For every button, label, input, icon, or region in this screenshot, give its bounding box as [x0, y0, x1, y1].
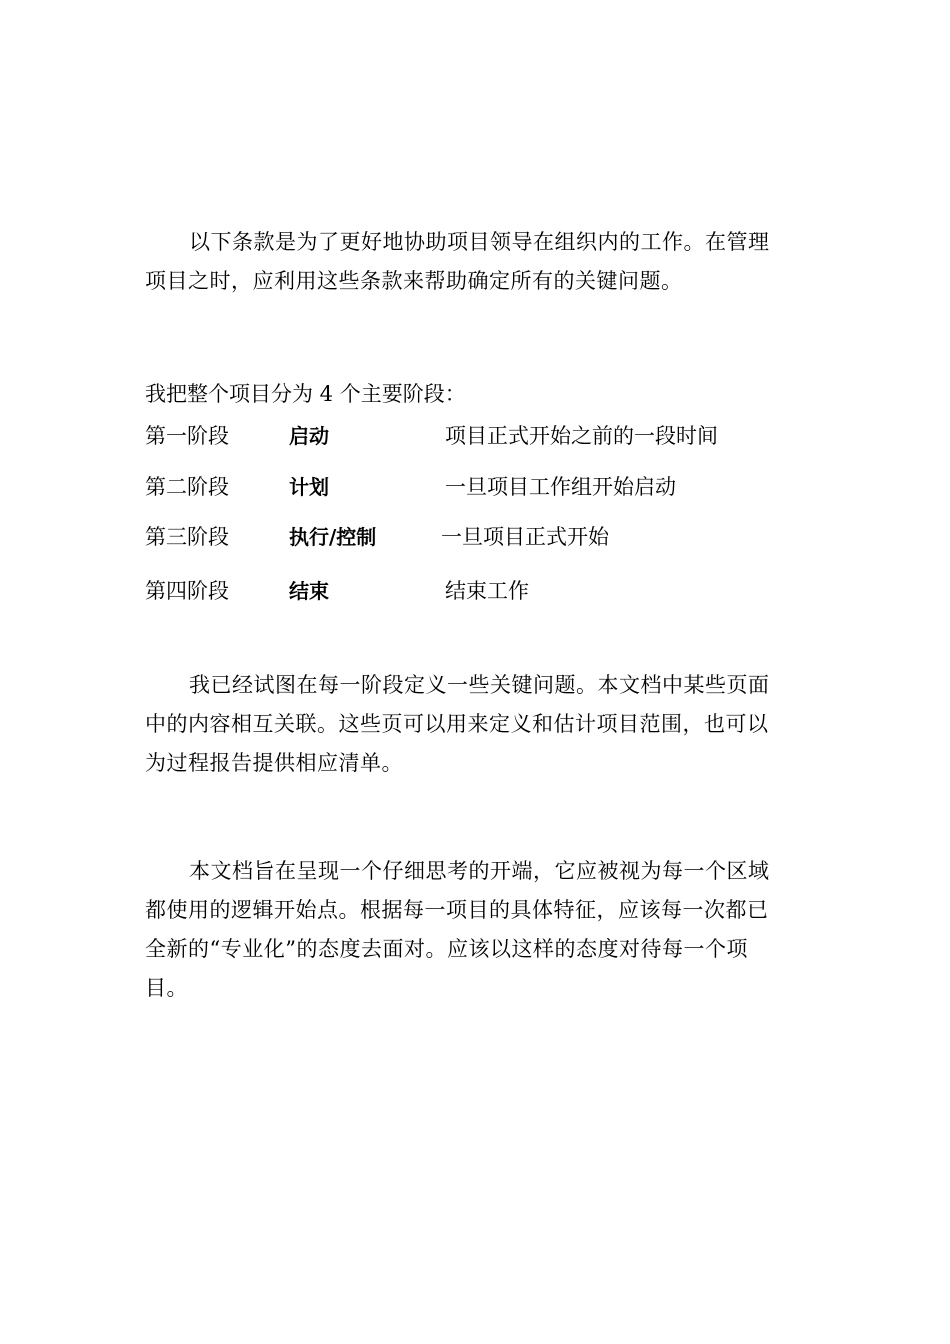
stage-description: 项目正式开始之前的一段时间 — [445, 424, 718, 448]
stage-phase: 第一阶段 — [145, 424, 229, 448]
paragraph-line: 本文档旨在呈现一个仔细思考的开端，它应被视为每一个区域 — [189, 859, 770, 883]
paragraph-line: 全新的“专业化”的态度去面对。应该以这样的态度对待每一个项 — [145, 937, 748, 961]
purpose-paragraph — [145, 852, 810, 1008]
stage-phase: 第四阶段 — [145, 579, 229, 603]
stage-name: 计划 — [289, 475, 329, 499]
paragraph-line: 目。 — [145, 976, 188, 1000]
stage-phase: 第三阶段 — [145, 525, 229, 549]
paragraph-line: 以下条款是为了更好地协助项目领导在组织内的工作。在管理 — [189, 230, 770, 254]
stage-row — [145, 575, 810, 607]
stages-intro: 我把整个项目分为 4 个主要阶段： — [145, 382, 466, 406]
stage-row — [145, 471, 810, 503]
stage-row — [145, 521, 810, 553]
intro-paragraph — [145, 223, 810, 301]
stage-name: 启动 — [289, 424, 329, 448]
paragraph-line: 项目之时，应利用这些条款来帮助确定所有的关键问题。 — [145, 269, 683, 293]
paragraph-line: 为过程报告提供相应清单。 — [145, 751, 403, 775]
stage-description: 一旦项目正式开始 — [441, 525, 609, 549]
key-issues-paragraph — [145, 666, 810, 783]
paragraph-line: 都使用的逻辑开始点。根据每一项目的具体特征，应该每一次都已 — [145, 898, 769, 922]
paragraph-line: 我已经试图在每一阶段定义一些关键问题。本文档中某些页面 — [189, 673, 770, 697]
stage-name: 结束 — [289, 579, 329, 603]
stage-row — [145, 420, 810, 452]
stage-description: 结束工作 — [445, 579, 529, 603]
stage-description: 一旦项目工作组开始启动 — [445, 475, 676, 499]
stage-phase: 第二阶段 — [145, 475, 229, 499]
paragraph-line: 中的内容相互关联。这些页可以用来定义和估计项目范围，也可以 — [145, 712, 769, 736]
stage-name: 执行/控制 — [289, 525, 377, 549]
